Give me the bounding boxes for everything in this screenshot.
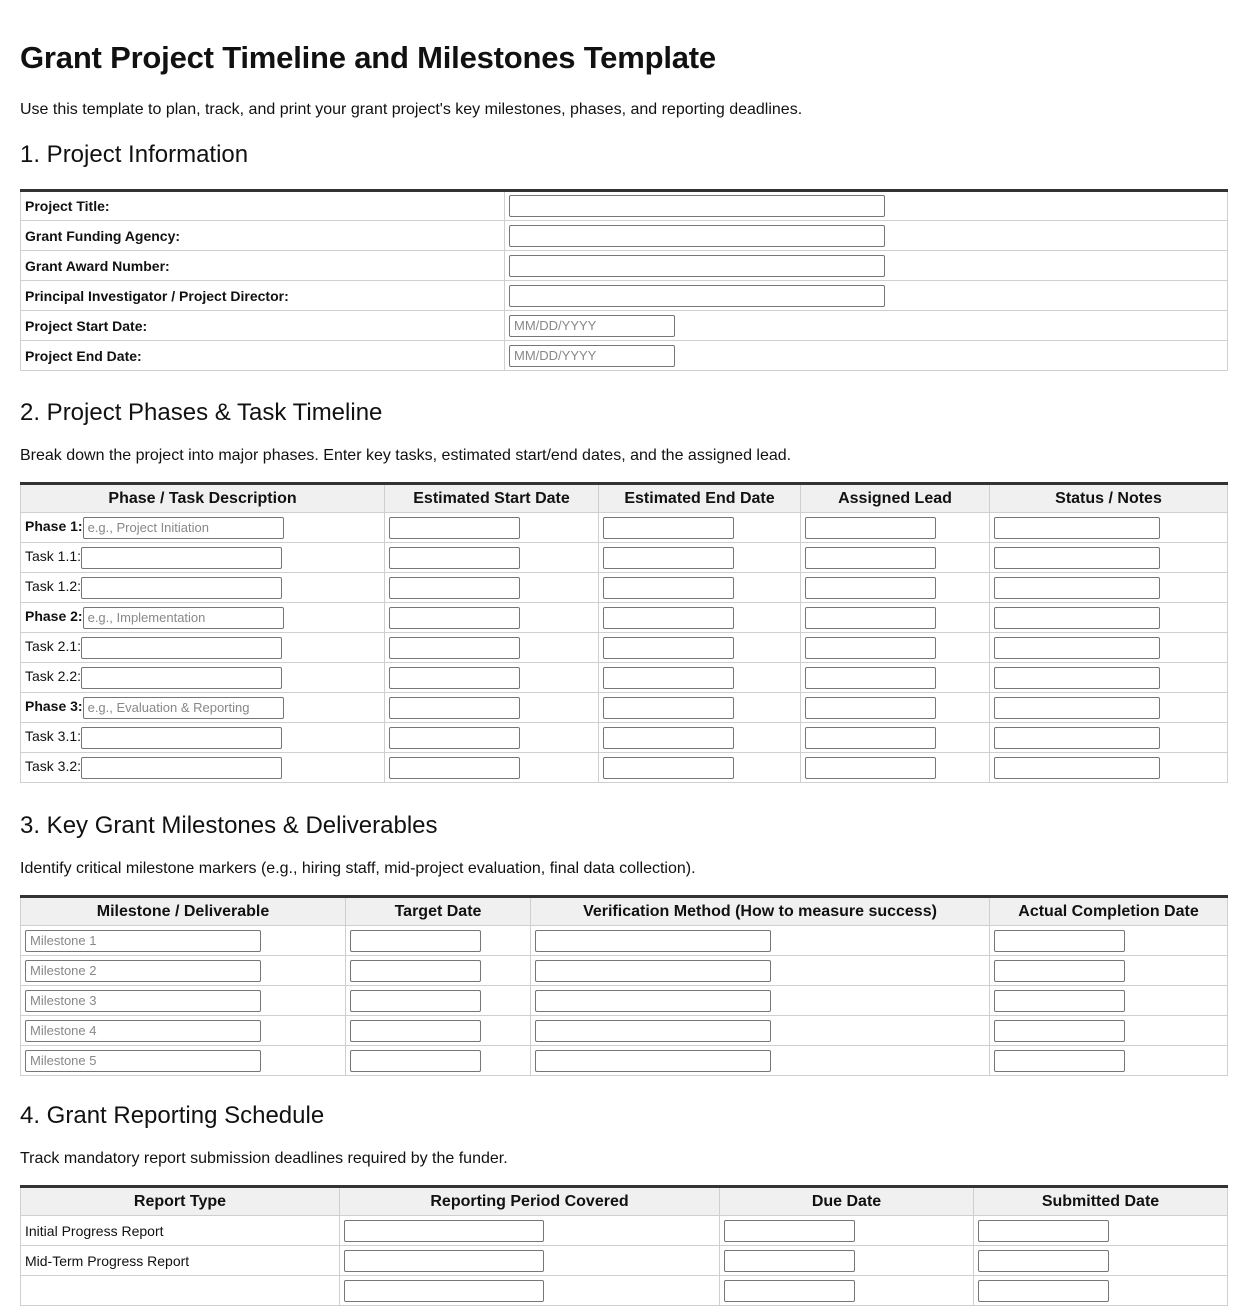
cell — [21, 926, 346, 956]
cell — [385, 753, 599, 783]
field-label: Grant Award Number: — [21, 251, 505, 281]
verification-method-input[interactable] — [535, 1020, 771, 1042]
cell — [599, 543, 801, 573]
start-date-input[interactable] — [389, 607, 520, 629]
milestone-input[interactable] — [25, 990, 261, 1012]
text-input[interactable] — [509, 255, 885, 277]
target-date-input[interactable] — [350, 960, 481, 982]
cell — [599, 633, 801, 663]
cell — [531, 986, 990, 1016]
column-header: Estimated End Date — [599, 484, 801, 513]
description-input[interactable] — [83, 697, 284, 719]
description-input[interactable] — [81, 547, 282, 569]
completion-date-input[interactable] — [994, 1020, 1125, 1042]
description-input[interactable] — [83, 517, 284, 539]
milestone-input[interactable] — [25, 1050, 261, 1072]
report-row — [21, 1276, 1228, 1306]
row-label: Phase 3: — [25, 698, 83, 715]
cell — [21, 956, 346, 986]
cell — [990, 513, 1228, 543]
field-cell — [505, 281, 1228, 311]
reporting-period-input[interactable] — [344, 1280, 544, 1302]
lead-input[interactable] — [805, 697, 936, 719]
cell — [990, 1046, 1228, 1076]
date-input[interactable] — [509, 315, 675, 337]
cell — [801, 633, 990, 663]
cell — [801, 603, 990, 633]
milestone-input[interactable] — [25, 1020, 261, 1042]
column-header: Estimated Start Date — [385, 484, 599, 513]
status-notes-input[interactable] — [994, 607, 1160, 629]
status-notes-input[interactable] — [994, 667, 1160, 689]
phase-row — [21, 693, 1228, 723]
lead-input[interactable] — [805, 607, 936, 629]
report-type-label: Mid-Term Progress Report — [21, 1246, 340, 1276]
project-info-table — [20, 189, 1228, 371]
cell — [599, 603, 801, 633]
cell — [801, 723, 990, 753]
column-header: Report Type — [21, 1187, 340, 1216]
start-date-input[interactable] — [389, 577, 520, 599]
description-input[interactable] — [81, 727, 282, 749]
milestone-row — [21, 1046, 1228, 1076]
section-4-description: Track mandatory report submission deadlines required by the funder. — [20, 1150, 508, 1167]
cell — [531, 926, 990, 956]
target-date-input[interactable] — [350, 1020, 481, 1042]
description-cell — [21, 693, 385, 723]
reporting-period-input[interactable] — [344, 1220, 544, 1242]
status-notes-input[interactable] — [994, 757, 1160, 779]
cell — [599, 513, 801, 543]
end-date-input[interactable] — [603, 667, 734, 689]
lead-input[interactable] — [805, 667, 936, 689]
section-4-heading: 4. Grant Reporting Schedule — [20, 1102, 325, 1129]
field-cell — [505, 191, 1228, 221]
status-notes-input[interactable] — [994, 547, 1160, 569]
cell — [385, 543, 599, 573]
phases-tasks-table — [20, 482, 1228, 783]
description-input[interactable] — [81, 577, 282, 599]
cell — [974, 1216, 1228, 1246]
phase-row — [21, 603, 1228, 633]
status-notes-input[interactable] — [994, 637, 1160, 659]
project-info-row — [21, 311, 1228, 341]
cell — [990, 956, 1228, 986]
description-input[interactable] — [81, 637, 282, 659]
submitted-date-input[interactable] — [978, 1220, 1109, 1242]
cell — [385, 663, 599, 693]
cell — [346, 926, 531, 956]
cell — [21, 1046, 346, 1076]
cell — [720, 1246, 974, 1276]
report-type-label — [21, 1276, 340, 1306]
end-date-input[interactable] — [603, 547, 734, 569]
column-header: Actual Completion Date — [990, 897, 1228, 926]
completion-date-input[interactable] — [994, 930, 1125, 952]
cell — [385, 633, 599, 663]
target-date-input[interactable] — [350, 990, 481, 1012]
start-date-input[interactable] — [389, 667, 520, 689]
start-date-input[interactable] — [389, 757, 520, 779]
start-date-input[interactable] — [389, 727, 520, 749]
text-input[interactable] — [509, 195, 885, 217]
column-header: Status / Notes — [990, 484, 1228, 513]
section-2-heading: 2. Project Phases & Task Timeline — [20, 399, 383, 426]
cell — [340, 1216, 720, 1246]
cell — [385, 513, 599, 543]
cell — [346, 986, 531, 1016]
field-label: Principal Investigator / Project Director: — [21, 281, 505, 311]
end-date-input[interactable] — [603, 517, 734, 539]
cell — [801, 573, 990, 603]
cell — [346, 1016, 531, 1046]
cell — [531, 956, 990, 986]
cell — [990, 543, 1228, 573]
cell — [990, 693, 1228, 723]
cell — [385, 723, 599, 753]
due-date-input[interactable] — [724, 1280, 855, 1302]
cell — [801, 513, 990, 543]
start-date-input[interactable] — [389, 637, 520, 659]
end-date-input[interactable] — [603, 607, 734, 629]
cell — [720, 1276, 974, 1306]
field-cell — [505, 251, 1228, 281]
lead-input[interactable] — [805, 727, 936, 749]
project-info-row — [21, 281, 1228, 311]
section-1-heading: 1. Project Information — [20, 141, 249, 168]
due-date-input[interactable] — [724, 1220, 855, 1242]
verification-method-input[interactable] — [535, 960, 771, 982]
description-cell — [21, 513, 385, 543]
phase-row — [21, 513, 1228, 543]
milestone-row — [21, 1016, 1228, 1046]
end-date-input[interactable] — [603, 757, 734, 779]
cell — [531, 1016, 990, 1046]
row-label: Task 2.1: — [25, 638, 82, 655]
completion-date-input[interactable] — [994, 960, 1125, 982]
text-input[interactable] — [509, 225, 885, 247]
status-notes-input[interactable] — [994, 517, 1160, 539]
status-notes-input[interactable] — [994, 697, 1160, 719]
page-title: Grant Project Timeline and Milestones Template — [20, 40, 716, 75]
field-label: Project Start Date: — [21, 311, 505, 341]
row-label: Task 3.1: — [25, 728, 82, 745]
milestones-table — [20, 895, 1228, 1076]
cell — [990, 753, 1228, 783]
row-label: Task 1.2: — [25, 578, 82, 595]
start-date-input[interactable] — [389, 547, 520, 569]
cell — [346, 956, 531, 986]
cell — [801, 663, 990, 693]
milestone-row — [21, 956, 1228, 986]
cell — [340, 1246, 720, 1276]
cell — [21, 986, 346, 1016]
column-header: Reporting Period Covered — [340, 1187, 720, 1216]
cell — [990, 986, 1228, 1016]
column-header: Target Date — [346, 897, 531, 926]
cell — [340, 1276, 720, 1306]
cell — [385, 603, 599, 633]
column-header: Milestone / Deliverable — [21, 897, 346, 926]
cell — [990, 1016, 1228, 1046]
report-type-label: Initial Progress Report — [21, 1216, 340, 1246]
status-notes-input[interactable] — [994, 577, 1160, 599]
field-cell — [505, 341, 1228, 371]
milestone-row — [21, 926, 1228, 956]
task-row — [21, 753, 1228, 783]
project-info-row — [21, 341, 1228, 371]
cell — [346, 1046, 531, 1076]
row-label: Phase 1: — [25, 518, 83, 535]
cell — [531, 1046, 990, 1076]
description-input[interactable] — [81, 757, 282, 779]
cell — [599, 693, 801, 723]
field-label: Project Title: — [21, 191, 505, 221]
row-label: Task 1.1: — [25, 548, 82, 565]
completion-date-input[interactable] — [994, 990, 1125, 1012]
cell — [990, 573, 1228, 603]
description-cell — [21, 543, 385, 573]
cell — [599, 663, 801, 693]
cell — [974, 1276, 1228, 1306]
report-row — [21, 1246, 1228, 1276]
cell — [801, 753, 990, 783]
target-date-input[interactable] — [350, 930, 481, 952]
column-header: Verification Method (How to measure success) — [531, 897, 990, 926]
end-date-input[interactable] — [603, 697, 734, 719]
field-cell — [505, 311, 1228, 341]
task-row — [21, 663, 1228, 693]
milestone-input[interactable] — [25, 930, 261, 952]
task-row — [21, 573, 1228, 603]
text-input[interactable] — [509, 285, 885, 307]
column-header: Due Date — [720, 1187, 974, 1216]
lead-input[interactable] — [805, 547, 936, 569]
completion-date-input[interactable] — [994, 1050, 1125, 1072]
field-cell — [505, 221, 1228, 251]
description-cell — [21, 633, 385, 663]
project-info-row — [21, 221, 1228, 251]
cell — [720, 1216, 974, 1246]
cell — [21, 1016, 346, 1046]
cell — [599, 573, 801, 603]
description-cell — [21, 663, 385, 693]
project-info-row — [21, 191, 1228, 221]
start-date-input[interactable] — [389, 697, 520, 719]
due-date-input[interactable] — [724, 1250, 855, 1272]
end-date-input[interactable] — [603, 637, 734, 659]
reporting-period-input[interactable] — [344, 1250, 544, 1272]
description-cell — [21, 753, 385, 783]
field-label: Project End Date: — [21, 341, 505, 371]
cell — [801, 543, 990, 573]
cell — [990, 663, 1228, 693]
cell — [990, 723, 1228, 753]
end-date-input[interactable] — [603, 577, 734, 599]
date-input[interactable] — [509, 345, 675, 367]
target-date-input[interactable] — [350, 1050, 481, 1072]
row-label: Task 3.2: — [25, 758, 82, 775]
task-row — [21, 543, 1228, 573]
column-header: Phase / Task Description — [21, 484, 385, 513]
lead-input[interactable] — [805, 637, 936, 659]
lead-input[interactable] — [805, 517, 936, 539]
column-header: Assigned Lead — [801, 484, 990, 513]
cell — [385, 693, 599, 723]
description-cell — [21, 723, 385, 753]
submitted-date-input[interactable] — [978, 1250, 1109, 1272]
end-date-input[interactable] — [603, 727, 734, 749]
cell — [385, 573, 599, 603]
lead-input[interactable] — [805, 577, 936, 599]
verification-method-input[interactable] — [535, 1050, 771, 1072]
cell — [990, 633, 1228, 663]
cell — [599, 723, 801, 753]
milestone-input[interactable] — [25, 960, 261, 982]
column-header: Submitted Date — [974, 1187, 1228, 1216]
start-date-input[interactable] — [389, 517, 520, 539]
description-input[interactable] — [83, 607, 284, 629]
intro-text: Use this template to plan, track, and print your grant project's key milestones, phases, and reporting deadlines. — [20, 101, 803, 118]
milestone-row — [21, 986, 1228, 1016]
row-label: Phase 2: — [25, 608, 83, 625]
description-cell — [21, 603, 385, 633]
verification-method-input[interactable] — [535, 990, 771, 1012]
cell — [990, 926, 1228, 956]
cell — [974, 1246, 1228, 1276]
submitted-date-input[interactable] — [978, 1280, 1109, 1302]
report-row — [21, 1216, 1228, 1246]
verification-method-input[interactable] — [535, 930, 771, 952]
cell — [801, 693, 990, 723]
section-3-heading: 3. Key Grant Milestones & Deliverables — [20, 812, 438, 839]
cell — [990, 603, 1228, 633]
section-2-description: Break down the project into major phases. Enter key tasks, estimated start/end dates, and the assigned lead. — [20, 447, 792, 464]
section-3-description: Identify critical milestone markers (e.g., hiring staff, mid-project evaluation, final data collection). — [20, 860, 696, 877]
status-notes-input[interactable] — [994, 727, 1160, 749]
cell — [599, 753, 801, 783]
task-row — [21, 633, 1228, 663]
task-row — [21, 723, 1228, 753]
lead-input[interactable] — [805, 757, 936, 779]
description-cell — [21, 573, 385, 603]
row-label: Task 2.2: — [25, 668, 82, 685]
field-label: Grant Funding Agency: — [21, 221, 505, 251]
description-input[interactable] — [81, 667, 282, 689]
project-info-row — [21, 251, 1228, 281]
